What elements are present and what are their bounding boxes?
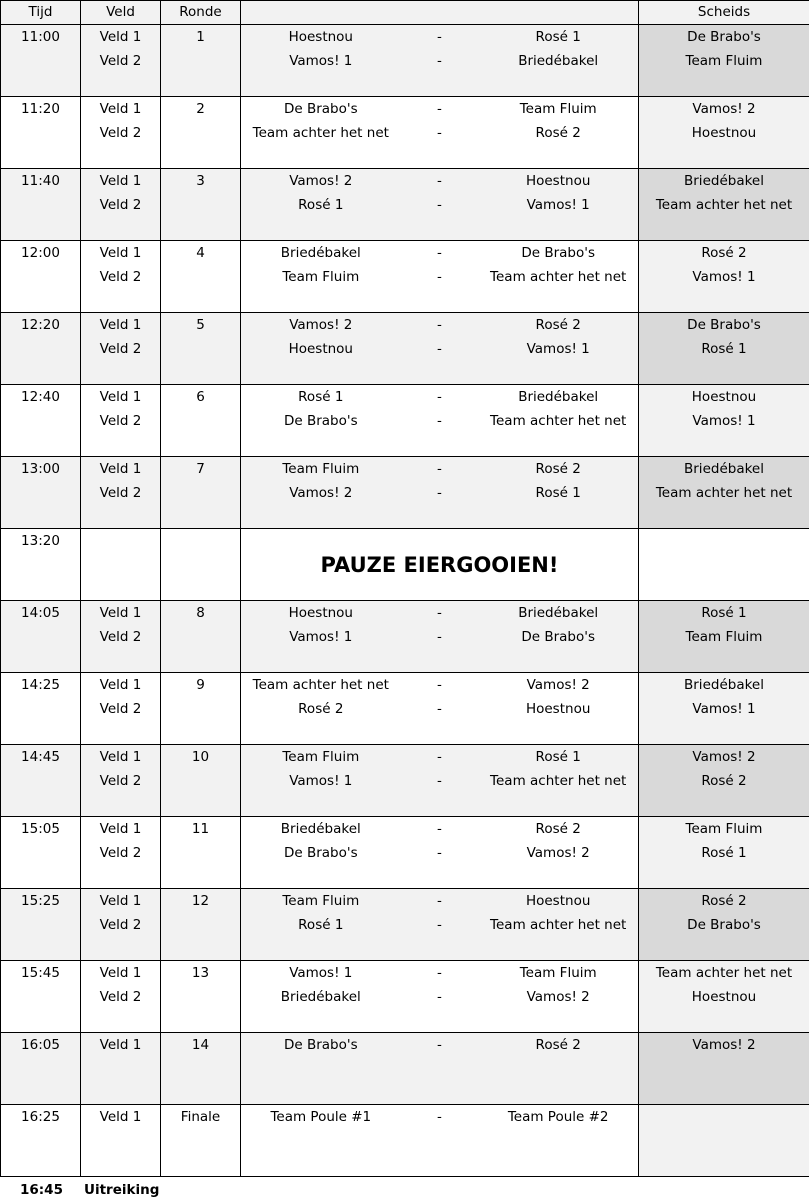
match-separator: - xyxy=(437,917,442,933)
round-number: 9 xyxy=(161,673,241,745)
match-away-team: Hoestnou xyxy=(525,701,591,717)
round-time: 16:05 xyxy=(1,1033,81,1105)
match-separator: - xyxy=(437,461,442,477)
referee-name: Rosé 2 xyxy=(701,773,747,789)
field-label: Veld 2 xyxy=(99,485,142,501)
match-line xyxy=(241,193,638,217)
match-home-team: Vamos! 1 xyxy=(289,773,353,789)
round-time: 11:00 xyxy=(1,25,81,97)
match-separator: - xyxy=(437,125,442,141)
round-row xyxy=(1,169,809,241)
round-matches xyxy=(241,313,639,385)
match-home-team: De Brabo's xyxy=(283,413,358,429)
referee-name: Hoestnou xyxy=(691,125,757,141)
match-line xyxy=(241,1105,638,1129)
match-separator: - xyxy=(437,413,442,429)
match-away-team: Rosé 2 xyxy=(535,821,581,837)
referee-name: De Brabo's xyxy=(687,29,761,45)
match-line xyxy=(241,97,638,121)
round-matches xyxy=(241,25,639,97)
round-number: 8 xyxy=(161,601,241,673)
match-line xyxy=(241,385,638,409)
match-home-team: De Brabo's xyxy=(283,1037,358,1053)
match-separator: - xyxy=(437,197,442,213)
match-home-team: Hoestnou xyxy=(288,341,353,357)
round-time: 15:25 xyxy=(1,889,81,961)
match-away-team: Team Fluim xyxy=(519,101,597,117)
match-separator: - xyxy=(437,485,442,501)
field-label: Veld 2 xyxy=(99,413,142,429)
match-away-team: De Brabo's xyxy=(521,245,596,261)
referee-name: Briedébakel xyxy=(684,173,764,189)
round-fields xyxy=(81,745,161,817)
match-separator: - xyxy=(437,773,442,789)
round-fields xyxy=(81,385,161,457)
match-home-team: Vamos! 1 xyxy=(289,53,353,69)
match-home-team: Briedébakel xyxy=(280,245,361,261)
match-home-team: De Brabo's xyxy=(283,845,358,861)
round-referees xyxy=(639,169,809,241)
match-home-team: Briedébakel xyxy=(280,821,361,837)
referee-name: Team achter het net xyxy=(655,965,793,981)
match-separator: - xyxy=(437,989,442,1005)
round-matches xyxy=(241,889,639,961)
pause-veld xyxy=(81,529,161,601)
round-matches xyxy=(241,169,639,241)
match-home-team: Team Fluim xyxy=(282,461,360,477)
field-label: Veld 1 xyxy=(99,29,142,45)
round-number: 7 xyxy=(161,457,241,529)
referee-name: Team Fluim xyxy=(685,53,763,69)
round-fields xyxy=(81,1033,161,1105)
round-row xyxy=(1,673,809,745)
match-home-team: Rosé 1 xyxy=(298,389,344,405)
match-home-team: Team achter het net xyxy=(252,125,389,141)
round-row xyxy=(1,97,809,169)
match-away-team: Briedébakel xyxy=(518,605,599,621)
pause-time: 13:20 xyxy=(1,529,81,601)
referee-name: Vamos! 2 xyxy=(692,1037,756,1053)
referee-name: Hoestnou xyxy=(691,989,757,1005)
round-fields xyxy=(81,673,161,745)
match-home-team: Vamos! 2 xyxy=(289,485,353,501)
match-home-team: Rosé 1 xyxy=(298,197,344,213)
field-label: Veld 1 xyxy=(99,245,142,261)
referee-name: Vamos! 1 xyxy=(692,269,756,285)
referee-name: Vamos! 1 xyxy=(692,701,756,717)
match-home-team: Vamos! 1 xyxy=(289,965,353,981)
round-matches xyxy=(241,745,639,817)
round-matches xyxy=(241,673,639,745)
match-away-team: Team achter het net xyxy=(490,917,627,933)
round-time: 16:25 xyxy=(1,1105,81,1177)
match-line xyxy=(241,601,638,625)
field-label: Veld 1 xyxy=(99,965,142,981)
match-away-team: Vamos! 2 xyxy=(526,845,590,861)
match-separator: - xyxy=(437,821,442,837)
match-away-team: Briedébakel xyxy=(518,389,599,405)
round-row xyxy=(1,1033,809,1105)
match-line xyxy=(241,409,638,433)
field-label: Veld 2 xyxy=(99,773,142,789)
round-row xyxy=(1,961,809,1033)
match-line xyxy=(241,961,638,985)
round-referees xyxy=(639,817,809,889)
field-label: Veld 2 xyxy=(99,53,142,69)
match-away-team: Hoestnou xyxy=(525,173,591,189)
match-separator: - xyxy=(437,605,442,621)
referee-name: Rosé 2 xyxy=(701,893,747,909)
referee-name: Rosé 1 xyxy=(701,605,747,621)
match-away-team: Team achter het net xyxy=(490,413,627,429)
round-number: 6 xyxy=(161,385,241,457)
match-line xyxy=(241,625,638,649)
field-label: Veld 2 xyxy=(99,341,142,357)
round-referees xyxy=(639,385,809,457)
round-referees xyxy=(639,313,809,385)
match-separator: - xyxy=(437,893,442,909)
round-number: 10 xyxy=(161,745,241,817)
match-home-team: De Brabo's xyxy=(283,101,358,117)
round-fields xyxy=(81,457,161,529)
round-time: 15:45 xyxy=(1,961,81,1033)
round-number: 14 xyxy=(161,1033,241,1105)
field-label: Veld 1 xyxy=(99,893,142,909)
round-time: 11:40 xyxy=(1,169,81,241)
referee-name: Vamos! 2 xyxy=(692,749,756,765)
match-separator: - xyxy=(437,845,442,861)
match-line xyxy=(241,1033,638,1057)
match-away-team: Rosé 2 xyxy=(535,461,581,477)
round-fields xyxy=(81,601,161,673)
match-away-team: Vamos! 2 xyxy=(526,677,590,693)
schedule-body-after-pause xyxy=(1,601,809,1177)
round-time: 13:00 xyxy=(1,457,81,529)
header-tijd: Tijd xyxy=(1,1,81,25)
referee-name: Rosé 1 xyxy=(701,341,747,357)
round-referees xyxy=(639,97,809,169)
field-label: Veld 1 xyxy=(99,677,142,693)
round-matches xyxy=(241,1033,639,1105)
match-home-team: Vamos! 2 xyxy=(289,317,353,333)
round-fields xyxy=(81,241,161,313)
round-row xyxy=(1,889,809,961)
match-home-team: Team achter het net xyxy=(252,677,389,693)
round-fields xyxy=(81,817,161,889)
round-fields xyxy=(81,169,161,241)
round-fields xyxy=(81,313,161,385)
match-line xyxy=(241,25,638,49)
footer-label: Uitreiking xyxy=(84,1182,160,1198)
match-away-team: Rosé 2 xyxy=(535,317,581,333)
field-label: Veld 2 xyxy=(99,629,142,645)
match-away-team: Rosé 2 xyxy=(535,1037,581,1053)
round-matches xyxy=(241,385,639,457)
match-line xyxy=(241,49,638,73)
round-matches xyxy=(241,601,639,673)
match-home-team: Rosé 1 xyxy=(298,917,344,933)
field-label: Veld 2 xyxy=(99,701,142,717)
round-row xyxy=(1,745,809,817)
pause-ronde xyxy=(161,529,241,601)
field-label: Veld 1 xyxy=(99,1037,142,1053)
header-ronde: Ronde xyxy=(161,1,241,25)
round-referees xyxy=(639,961,809,1033)
match-home-team: Team Poule #1 xyxy=(270,1109,372,1125)
round-referees xyxy=(639,601,809,673)
round-referees xyxy=(639,1033,809,1105)
round-matches xyxy=(241,817,639,889)
round-row xyxy=(1,25,809,97)
header-row xyxy=(1,1,809,25)
round-matches xyxy=(241,97,639,169)
match-line xyxy=(241,769,638,793)
referee-name: De Brabo's xyxy=(687,317,761,333)
field-label: Veld 2 xyxy=(99,917,142,933)
match-separator: - xyxy=(437,389,442,405)
match-line xyxy=(241,121,638,145)
round-time: 12:00 xyxy=(1,241,81,313)
pause-ref xyxy=(639,529,809,601)
pause-body xyxy=(1,529,809,601)
match-separator: - xyxy=(437,245,442,261)
round-row xyxy=(1,385,809,457)
match-separator: - xyxy=(437,677,442,693)
field-label: Veld 1 xyxy=(99,749,142,765)
round-number: 3 xyxy=(161,169,241,241)
round-time: 12:20 xyxy=(1,313,81,385)
referee-name: Rosé 2 xyxy=(701,245,747,261)
match-separator: - xyxy=(437,1037,442,1053)
field-label: Veld 1 xyxy=(99,461,142,477)
round-time: 14:25 xyxy=(1,673,81,745)
match-separator: - xyxy=(437,629,442,645)
match-home-team: Vamos! 2 xyxy=(289,173,353,189)
field-label: Veld 2 xyxy=(99,125,142,141)
match-separator: - xyxy=(437,965,442,981)
pause-row xyxy=(1,529,809,601)
referee-name: Briedébakel xyxy=(684,677,764,693)
field-label: Veld 1 xyxy=(99,605,142,621)
match-line xyxy=(241,481,638,505)
match-home-team: Briedébakel xyxy=(280,989,361,1005)
round-row xyxy=(1,1105,809,1177)
referee-name: Vamos! 1 xyxy=(692,413,756,429)
match-home-team: Hoestnou xyxy=(288,605,353,621)
round-row xyxy=(1,241,809,313)
referee-name: Team achter het net xyxy=(655,485,793,501)
round-number: 2 xyxy=(161,97,241,169)
referee-name: Team achter het net xyxy=(655,197,793,213)
match-away-team: De Brabo's xyxy=(521,629,596,645)
match-line xyxy=(241,985,638,1009)
referee-name: Rosé 1 xyxy=(701,845,747,861)
match-home-team: Team Fluim xyxy=(282,269,360,285)
round-referees xyxy=(639,457,809,529)
match-home-team: Hoestnou xyxy=(288,29,353,45)
match-away-team: Rosé 1 xyxy=(535,29,581,45)
match-away-team: Rosé 2 xyxy=(535,125,581,141)
match-away-team: Rosé 1 xyxy=(535,485,581,501)
round-row xyxy=(1,457,809,529)
match-line xyxy=(241,169,638,193)
match-line xyxy=(241,913,638,937)
round-time: 14:05 xyxy=(1,601,81,673)
field-label: Veld 1 xyxy=(99,173,142,189)
match-separator: - xyxy=(437,701,442,717)
round-number: 13 xyxy=(161,961,241,1033)
round-number: Finale xyxy=(161,1105,241,1177)
match-separator: - xyxy=(437,29,442,45)
round-referees xyxy=(639,745,809,817)
match-separator: - xyxy=(437,1109,442,1125)
match-line xyxy=(241,673,638,697)
match-away-team: Vamos! 2 xyxy=(526,989,590,1005)
round-fields xyxy=(81,97,161,169)
match-separator: - xyxy=(437,173,442,189)
round-referees xyxy=(639,889,809,961)
match-away-team: Briedébakel xyxy=(518,53,599,69)
field-label: Veld 2 xyxy=(99,269,142,285)
referee-name: Hoestnou xyxy=(691,389,757,405)
round-number: 4 xyxy=(161,241,241,313)
round-time: 11:20 xyxy=(1,97,81,169)
match-away-team: Rosé 1 xyxy=(535,749,581,765)
round-row xyxy=(1,817,809,889)
match-home-team: Vamos! 1 xyxy=(289,629,353,645)
match-away-team: Team achter het net xyxy=(490,773,627,789)
match-home-team: Rosé 2 xyxy=(298,701,344,717)
match-line xyxy=(241,697,638,721)
round-number: 5 xyxy=(161,313,241,385)
match-separator: - xyxy=(437,101,442,117)
match-line xyxy=(241,889,638,913)
round-referees xyxy=(639,1105,809,1177)
round-number: 1 xyxy=(161,25,241,97)
field-label: Veld 1 xyxy=(99,389,142,405)
round-number: 11 xyxy=(161,817,241,889)
match-away-team: Vamos! 1 xyxy=(526,197,590,213)
match-separator: - xyxy=(437,317,442,333)
round-row xyxy=(1,313,809,385)
field-label: Veld 1 xyxy=(99,101,142,117)
round-referees xyxy=(639,241,809,313)
match-separator: - xyxy=(437,749,442,765)
match-separator: - xyxy=(437,269,442,285)
match-line xyxy=(241,841,638,865)
referee-name: De Brabo's xyxy=(687,917,761,933)
match-away-team: Team Fluim xyxy=(519,965,597,981)
match-line xyxy=(241,337,638,361)
round-matches xyxy=(241,241,639,313)
referee-name: Briedébakel xyxy=(684,461,764,477)
match-line xyxy=(241,745,638,769)
match-line xyxy=(241,817,638,841)
round-matches xyxy=(241,961,639,1033)
match-away-team: Vamos! 1 xyxy=(526,341,590,357)
round-referees xyxy=(639,25,809,97)
field-label: Veld 1 xyxy=(99,821,142,837)
field-label: Veld 1 xyxy=(99,1109,142,1125)
referee-name: Vamos! 2 xyxy=(692,101,756,117)
round-fields xyxy=(81,25,161,97)
round-referees xyxy=(639,673,809,745)
pause-text: PAUZE EIERGOOIEN! xyxy=(241,529,639,601)
match-line xyxy=(241,241,638,265)
header-scheids: Scheids xyxy=(639,1,809,25)
round-row xyxy=(1,601,809,673)
round-matches xyxy=(241,457,639,529)
match-away-team: Team Poule #2 xyxy=(507,1109,609,1125)
round-fields xyxy=(81,961,161,1033)
match-separator: - xyxy=(437,53,442,69)
round-fields xyxy=(81,889,161,961)
field-label: Veld 2 xyxy=(99,989,142,1005)
referee-name: Team Fluim xyxy=(685,821,763,837)
round-fields xyxy=(81,1105,161,1177)
match-home-team: Team Fluim xyxy=(282,893,360,909)
round-number: 12 xyxy=(161,889,241,961)
header-match xyxy=(241,1,639,25)
match-line xyxy=(241,457,638,481)
match-home-team: Team Fluim xyxy=(282,749,360,765)
match-away-team: Hoestnou xyxy=(525,893,591,909)
field-label: Veld 2 xyxy=(99,197,142,213)
round-time: 14:45 xyxy=(1,745,81,817)
schedule-body-before-pause xyxy=(1,25,809,529)
match-line xyxy=(241,313,638,337)
field-label: Veld 1 xyxy=(99,317,142,333)
footer-time: 16:45 xyxy=(20,1182,63,1198)
referee-name: Team Fluim xyxy=(685,629,763,645)
header-veld: Veld xyxy=(81,1,161,25)
match-away-team: Team achter het net xyxy=(490,269,627,285)
round-time: 12:40 xyxy=(1,385,81,457)
match-separator: - xyxy=(437,341,442,357)
field-label: Veld 2 xyxy=(99,845,142,861)
round-matches xyxy=(241,1105,639,1177)
round-time: 15:05 xyxy=(1,817,81,889)
match-line xyxy=(241,265,638,289)
